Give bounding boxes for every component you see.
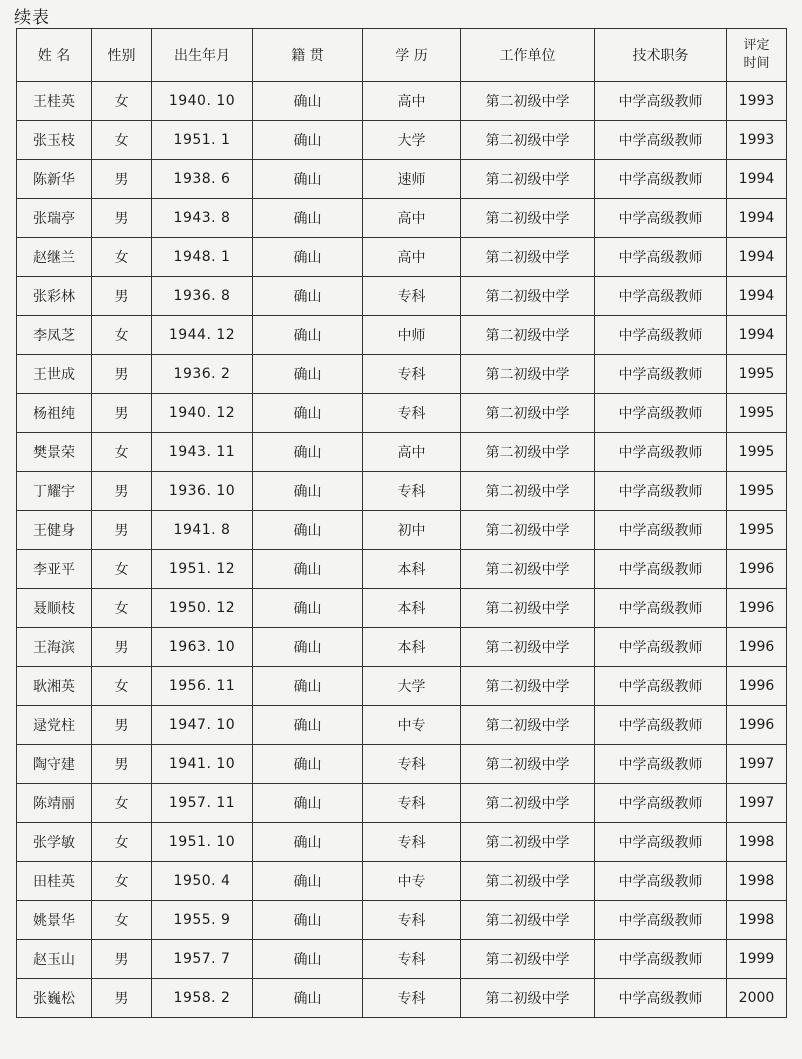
cell-sex: 男 — [92, 511, 152, 550]
cell-sex: 女 — [92, 667, 152, 706]
cell-name: 王健身 — [17, 511, 92, 550]
cell-title: 中学高级教师 — [595, 121, 727, 160]
cell-origin: 确山 — [253, 160, 363, 199]
cell-birth: 1940. 10 — [152, 82, 253, 121]
cell-title: 中学高级教师 — [595, 823, 727, 862]
cell-title: 中学高级教师 — [595, 667, 727, 706]
table-row — [17, 199, 787, 238]
cell-name: 王世成 — [17, 355, 92, 394]
cell-eval-year: 1998 — [727, 901, 787, 940]
cell-name: 李亚平 — [17, 550, 92, 589]
cell-birth: 1944. 12 — [152, 316, 253, 355]
cell-origin: 确山 — [253, 706, 363, 745]
table-row — [17, 550, 787, 589]
cell-unit: 第二初级中学 — [461, 160, 595, 199]
cell-origin: 确山 — [253, 667, 363, 706]
cell-name: 张瑞亭 — [17, 199, 92, 238]
cell-title: 中学高级教师 — [595, 199, 727, 238]
cell-origin: 确山 — [253, 745, 363, 784]
cell-title: 中学高级教师 — [595, 472, 727, 511]
header-eval-line1: 评定 — [743, 38, 770, 53]
cell-unit: 第二初级中学 — [461, 823, 595, 862]
table-header — [17, 29, 787, 82]
cell-title: 中学高级教师 — [595, 550, 727, 589]
cell-origin: 确山 — [253, 394, 363, 433]
cell-sex: 女 — [92, 121, 152, 160]
cell-origin: 确山 — [253, 784, 363, 823]
cell-birth: 1941. 8 — [152, 511, 253, 550]
table-row — [17, 628, 787, 667]
cell-education: 本科 — [363, 589, 461, 628]
cell-eval-year: 2000 — [727, 979, 787, 1018]
cell-title: 中学高级教师 — [595, 511, 727, 550]
cell-education: 中专 — [363, 862, 461, 901]
header-unit: 工作单位 — [461, 29, 595, 82]
cell-education: 大学 — [363, 667, 461, 706]
header-education: 学 历 — [363, 29, 461, 82]
table-row — [17, 667, 787, 706]
table-row — [17, 472, 787, 511]
cell-birth: 1957. 7 — [152, 940, 253, 979]
cell-eval-year: 1997 — [727, 745, 787, 784]
cell-birth: 1963. 10 — [152, 628, 253, 667]
cell-name: 丁耀宇 — [17, 472, 92, 511]
cell-name: 樊景荣 — [17, 433, 92, 472]
cell-name: 聂顺枝 — [17, 589, 92, 628]
cell-sex: 女 — [92, 784, 152, 823]
table-row — [17, 316, 787, 355]
cell-eval-year: 1995 — [727, 511, 787, 550]
cell-title: 中学高级教师 — [595, 316, 727, 355]
cell-birth: 1950. 4 — [152, 862, 253, 901]
cell-origin: 确山 — [253, 823, 363, 862]
cell-sex: 女 — [92, 901, 152, 940]
cell-name: 李凤芝 — [17, 316, 92, 355]
table-caption: 续表 — [14, 8, 50, 28]
cell-birth: 1943. 11 — [152, 433, 253, 472]
cell-sex: 女 — [92, 238, 152, 277]
cell-unit: 第二初级中学 — [461, 472, 595, 511]
cell-title: 中学高级教师 — [595, 901, 727, 940]
cell-name: 田桂英 — [17, 862, 92, 901]
cell-eval-year: 1995 — [727, 472, 787, 511]
cell-education: 专科 — [363, 355, 461, 394]
cell-sex: 男 — [92, 355, 152, 394]
cell-eval-year: 1994 — [727, 199, 787, 238]
table-row — [17, 745, 787, 784]
cell-sex: 男 — [92, 979, 152, 1018]
table-row — [17, 355, 787, 394]
cell-title: 中学高级教师 — [595, 784, 727, 823]
teacher-roster-table — [16, 28, 787, 1018]
cell-name: 陈靖丽 — [17, 784, 92, 823]
table-row — [17, 238, 787, 277]
cell-origin: 确山 — [253, 511, 363, 550]
cell-title: 中学高级教师 — [595, 160, 727, 199]
cell-education: 专科 — [363, 394, 461, 433]
cell-origin: 确山 — [253, 979, 363, 1018]
cell-education: 专科 — [363, 979, 461, 1018]
cell-eval-year: 1998 — [727, 862, 787, 901]
cell-title: 中学高级教师 — [595, 355, 727, 394]
cell-birth: 1951. 10 — [152, 823, 253, 862]
cell-origin: 确山 — [253, 862, 363, 901]
cell-birth: 1941. 10 — [152, 745, 253, 784]
cell-title: 中学高级教师 — [595, 979, 727, 1018]
cell-birth: 1938. 6 — [152, 160, 253, 199]
cell-sex: 女 — [92, 862, 152, 901]
cell-eval-year: 1993 — [727, 82, 787, 121]
cell-birth: 1951. 1 — [152, 121, 253, 160]
table-row — [17, 940, 787, 979]
cell-sex: 男 — [92, 394, 152, 433]
cell-unit: 第二初级中学 — [461, 901, 595, 940]
cell-unit: 第二初级中学 — [461, 979, 595, 1018]
cell-eval-year: 1994 — [727, 238, 787, 277]
cell-education: 专科 — [363, 823, 461, 862]
cell-origin: 确山 — [253, 316, 363, 355]
cell-birth: 1956. 11 — [152, 667, 253, 706]
cell-unit: 第二初级中学 — [461, 316, 595, 355]
cell-title: 中学高级教师 — [595, 940, 727, 979]
cell-unit: 第二初级中学 — [461, 394, 595, 433]
cell-origin: 确山 — [253, 628, 363, 667]
cell-origin: 确山 — [253, 199, 363, 238]
table-row — [17, 979, 787, 1018]
cell-sex: 男 — [92, 706, 152, 745]
cell-title: 中学高级教师 — [595, 589, 727, 628]
cell-origin: 确山 — [253, 433, 363, 472]
cell-origin: 确山 — [253, 82, 363, 121]
cell-sex: 女 — [92, 823, 152, 862]
table-row — [17, 823, 787, 862]
table-row — [17, 160, 787, 199]
header-title: 技术职务 — [595, 29, 727, 82]
header-name: 姓 名 — [17, 29, 92, 82]
cell-origin: 确山 — [253, 901, 363, 940]
cell-unit: 第二初级中学 — [461, 511, 595, 550]
cell-name: 赵继兰 — [17, 238, 92, 277]
cell-unit: 第二初级中学 — [461, 121, 595, 160]
header-sex: 性别 — [92, 29, 152, 82]
cell-title: 中学高级教师 — [595, 862, 727, 901]
cell-birth: 1936. 2 — [152, 355, 253, 394]
cell-eval-year: 1995 — [727, 355, 787, 394]
cell-education: 专科 — [363, 784, 461, 823]
cell-unit: 第二初级中学 — [461, 433, 595, 472]
cell-education: 本科 — [363, 628, 461, 667]
cell-title: 中学高级教师 — [595, 277, 727, 316]
cell-origin: 确山 — [253, 121, 363, 160]
cell-title: 中学高级教师 — [595, 706, 727, 745]
cell-name: 陈新华 — [17, 160, 92, 199]
cell-unit: 第二初级中学 — [461, 862, 595, 901]
table-row — [17, 862, 787, 901]
cell-sex: 女 — [92, 82, 152, 121]
cell-education: 高中 — [363, 82, 461, 121]
cell-unit: 第二初级中学 — [461, 667, 595, 706]
cell-birth: 1957. 11 — [152, 784, 253, 823]
cell-sex: 男 — [92, 199, 152, 238]
cell-unit: 第二初级中学 — [461, 277, 595, 316]
table-row — [17, 394, 787, 433]
table-row — [17, 82, 787, 121]
cell-unit: 第二初级中学 — [461, 238, 595, 277]
cell-birth: 1940. 12 — [152, 394, 253, 433]
cell-birth: 1955. 9 — [152, 901, 253, 940]
header-birth: 出生年月 — [152, 29, 253, 82]
cell-eval-year: 1994 — [727, 160, 787, 199]
cell-education: 初中 — [363, 511, 461, 550]
cell-origin: 确山 — [253, 277, 363, 316]
cell-birth: 1950. 12 — [152, 589, 253, 628]
cell-sex: 男 — [92, 628, 152, 667]
cell-sex: 男 — [92, 277, 152, 316]
cell-birth: 1951. 12 — [152, 550, 253, 589]
cell-name: 张彩林 — [17, 277, 92, 316]
cell-sex: 女 — [92, 316, 152, 355]
cell-unit: 第二初级中学 — [461, 82, 595, 121]
cell-birth: 1958. 2 — [152, 979, 253, 1018]
cell-education: 本科 — [363, 550, 461, 589]
cell-sex: 女 — [92, 550, 152, 589]
table-row — [17, 277, 787, 316]
cell-title: 中学高级教师 — [595, 628, 727, 667]
cell-origin: 确山 — [253, 589, 363, 628]
cell-unit: 第二初级中学 — [461, 589, 595, 628]
cell-name: 赵玉山 — [17, 940, 92, 979]
header-origin: 籍 贯 — [253, 29, 363, 82]
cell-education: 专科 — [363, 277, 461, 316]
cell-sex: 男 — [92, 472, 152, 511]
cell-unit: 第二初级中学 — [461, 784, 595, 823]
cell-education: 专科 — [363, 472, 461, 511]
cell-eval-year: 1995 — [727, 433, 787, 472]
cell-sex: 男 — [92, 160, 152, 199]
cell-origin: 确山 — [253, 940, 363, 979]
cell-name: 耿湘英 — [17, 667, 92, 706]
cell-title: 中学高级教师 — [595, 745, 727, 784]
cell-education: 中师 — [363, 316, 461, 355]
cell-origin: 确山 — [253, 550, 363, 589]
cell-name: 张玉枝 — [17, 121, 92, 160]
cell-birth: 1936. 8 — [152, 277, 253, 316]
cell-eval-year: 1993 — [727, 121, 787, 160]
cell-eval-year: 1998 — [727, 823, 787, 862]
cell-birth: 1936. 10 — [152, 472, 253, 511]
cell-sex: 男 — [92, 745, 152, 784]
cell-unit: 第二初级中学 — [461, 199, 595, 238]
cell-eval-year: 1996 — [727, 706, 787, 745]
cell-unit: 第二初级中学 — [461, 745, 595, 784]
cell-eval-year: 1996 — [727, 628, 787, 667]
table-row — [17, 706, 787, 745]
table-row — [17, 433, 787, 472]
header-eval-time — [727, 29, 787, 82]
table-row — [17, 589, 787, 628]
cell-origin: 确山 — [253, 355, 363, 394]
cell-education: 专科 — [363, 901, 461, 940]
header-eval-line2: 时间 — [743, 56, 770, 71]
cell-title: 中学高级教师 — [595, 82, 727, 121]
cell-birth: 1943. 8 — [152, 199, 253, 238]
cell-unit: 第二初级中学 — [461, 706, 595, 745]
cell-title: 中学高级教师 — [595, 433, 727, 472]
cell-education: 大学 — [363, 121, 461, 160]
cell-title: 中学高级教师 — [595, 394, 727, 433]
cell-education: 速师 — [363, 160, 461, 199]
cell-birth: 1948. 1 — [152, 238, 253, 277]
cell-name: 张巍松 — [17, 979, 92, 1018]
cell-eval-year: 1999 — [727, 940, 787, 979]
table-row — [17, 901, 787, 940]
cell-birth: 1947. 10 — [152, 706, 253, 745]
cell-unit: 第二初级中学 — [461, 550, 595, 589]
cell-unit: 第二初级中学 — [461, 940, 595, 979]
cell-eval-year: 1994 — [727, 316, 787, 355]
cell-unit: 第二初级中学 — [461, 355, 595, 394]
cell-eval-year: 1996 — [727, 550, 787, 589]
cell-eval-year: 1996 — [727, 667, 787, 706]
cell-eval-year: 1996 — [727, 589, 787, 628]
table-row — [17, 511, 787, 550]
cell-education: 专科 — [363, 745, 461, 784]
header-row — [17, 29, 787, 82]
cell-name: 王桂英 — [17, 82, 92, 121]
cell-eval-year: 1997 — [727, 784, 787, 823]
cell-education: 高中 — [363, 238, 461, 277]
table-row — [17, 121, 787, 160]
cell-name: 杨祖纯 — [17, 394, 92, 433]
cell-education: 中专 — [363, 706, 461, 745]
cell-name: 王海滨 — [17, 628, 92, 667]
cell-sex: 女 — [92, 589, 152, 628]
cell-name: 姚景华 — [17, 901, 92, 940]
cell-sex: 女 — [92, 433, 152, 472]
table-row — [17, 784, 787, 823]
cell-education: 专科 — [363, 940, 461, 979]
cell-name: 陶守建 — [17, 745, 92, 784]
cell-eval-year: 1994 — [727, 277, 787, 316]
cell-eval-year: 1995 — [727, 394, 787, 433]
cell-education: 高中 — [363, 199, 461, 238]
cell-title: 中学高级教师 — [595, 238, 727, 277]
cell-sex: 男 — [92, 940, 152, 979]
cell-origin: 确山 — [253, 238, 363, 277]
cell-education: 高中 — [363, 433, 461, 472]
cell-origin: 确山 — [253, 472, 363, 511]
table-body — [17, 82, 787, 1018]
cell-name: 逯党柱 — [17, 706, 92, 745]
cell-name: 张学敏 — [17, 823, 92, 862]
cell-unit: 第二初级中学 — [461, 628, 595, 667]
